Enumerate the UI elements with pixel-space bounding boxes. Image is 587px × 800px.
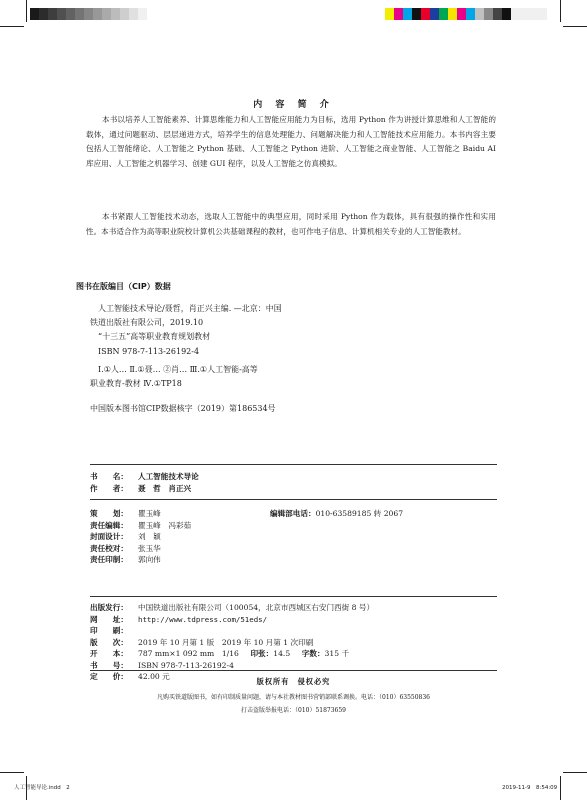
cip-line: 职业教育-教材 Ⅳ.①TP18 xyxy=(90,379,182,389)
author-row xyxy=(90,483,510,495)
isbn-label: 书 号： xyxy=(90,660,128,670)
print-responsible-label: 责任印制： xyxy=(90,555,128,564)
color-swatch xyxy=(538,8,547,20)
editorial-phone-value: 010-63589185 转 2067 xyxy=(315,509,404,518)
word-count-label: 字数： xyxy=(301,649,325,658)
cip-line: “十三五”高等职业教育规划教材 xyxy=(98,332,211,342)
cip-line: 铁道出版社有限公司，2019.10 xyxy=(90,318,204,328)
cover-designer-label: 封面设计： xyxy=(90,532,128,541)
color-swatch xyxy=(412,8,421,20)
divider xyxy=(90,596,497,597)
editor-value: 瞿玉峰 冯彩茹 xyxy=(138,520,192,530)
intro-paragraph-1 xyxy=(86,113,496,171)
cip-classification xyxy=(90,363,440,391)
crop-mark xyxy=(0,26,24,27)
format-value: 787 mm×1 092 mm 1/16 xyxy=(138,649,247,658)
grayscale-swatch xyxy=(84,8,93,20)
planner-label: 策 划： xyxy=(90,509,128,518)
color-swatch xyxy=(457,8,466,20)
sheets-value: 14.5 xyxy=(273,649,298,658)
author-label: 作 者： xyxy=(90,483,128,493)
publication-block xyxy=(90,602,510,683)
price-label: 定 价： xyxy=(90,672,128,681)
editor-row xyxy=(90,520,510,532)
crop-mark xyxy=(0,772,24,773)
cip-heading: 图书在版编目（CIP）数据 xyxy=(76,282,171,291)
grayscale-swatch xyxy=(30,8,39,20)
proofreader-row xyxy=(90,543,510,555)
print-responsible-row xyxy=(90,554,510,566)
crop-mark xyxy=(563,772,587,773)
grayscale-swatch xyxy=(102,8,111,20)
intro-paragraph-2 xyxy=(86,210,496,239)
book-title-label: 书 名： xyxy=(90,472,128,481)
divider xyxy=(90,499,497,500)
publisher-label: 出版发行： xyxy=(90,603,128,612)
editorial-phone-label: 编辑部电话： xyxy=(270,509,316,518)
color-swatch xyxy=(403,8,412,20)
edition-row xyxy=(90,637,510,649)
proofreader-label: 责任校对： xyxy=(90,543,128,553)
color-swatch xyxy=(511,8,520,20)
crop-mark xyxy=(563,26,587,27)
cover-designer-row xyxy=(90,531,510,543)
publisher-value: 中国铁道出版社有限公司（100054，北京市西城区右安门西街 8 号） xyxy=(138,603,375,612)
price-value: 42.00 元 xyxy=(138,672,170,681)
cip-record xyxy=(90,402,440,416)
color-swatch xyxy=(520,8,529,20)
grayscale-swatch xyxy=(111,8,120,20)
crop-mark xyxy=(560,776,561,800)
proofreader-value: 张玉华 xyxy=(138,543,161,553)
color-swatch xyxy=(475,8,484,20)
grayscale-swatch xyxy=(75,8,84,20)
crop-mark xyxy=(26,0,27,22)
word-count-value: 315 千 xyxy=(324,649,350,658)
format-label: 开 本： xyxy=(90,649,128,658)
url-row xyxy=(90,614,510,626)
piracy-hotline: 打击盗版举报电话：（010）51873659 xyxy=(241,707,346,714)
color-swatch xyxy=(484,8,493,20)
grayscale-swatch xyxy=(39,8,48,20)
publisher-row xyxy=(90,602,510,614)
color-swatch xyxy=(448,8,457,20)
grayscale-swatch xyxy=(48,8,57,20)
book-title-row xyxy=(90,471,510,483)
color-bar xyxy=(385,8,547,20)
grayscale-swatch xyxy=(93,8,102,20)
sheets-label: 印张： xyxy=(250,649,274,658)
color-swatch xyxy=(502,8,511,20)
color-swatch xyxy=(439,8,448,20)
rights-notice: 版权所有 侵权必究 xyxy=(256,677,331,686)
print-responsible-value: 郭向伟 xyxy=(138,555,161,564)
color-swatch xyxy=(430,8,439,20)
divider xyxy=(90,464,497,465)
cip-line: Ⅰ.①人… Ⅱ.①聂… ②肖… Ⅲ.①人工智能-高等 xyxy=(98,365,258,374)
planner-value: 瞿玉峰 xyxy=(138,509,161,518)
color-swatch xyxy=(466,8,475,20)
format-row xyxy=(90,648,510,660)
grayscale-swatch xyxy=(57,8,66,20)
cip-line: 人工智能技术导论/聂哲，肖正兴主编. —北京：中国 xyxy=(98,304,282,313)
isbn-value: ISBN 978-7-113-26192-4 xyxy=(138,660,234,670)
printer-row xyxy=(90,625,510,637)
isbn-row xyxy=(90,660,510,672)
color-swatch xyxy=(385,8,394,20)
url-label: 网 址： xyxy=(90,614,128,624)
cip-line: ISBN 978-7-113-26192-4 xyxy=(98,346,200,356)
color-swatch xyxy=(529,8,538,20)
editor-label: 责任编辑： xyxy=(90,520,128,530)
color-swatch xyxy=(394,8,403,20)
slug-filename: 人工智能导论.indd 2 xyxy=(14,785,70,791)
printer-label: 印 刷： xyxy=(90,626,128,635)
grayscale-swatch xyxy=(120,8,129,20)
intro-title: 内 容 简 介 xyxy=(253,100,334,110)
url-value: http://www.tdpress.com/51eds/ xyxy=(138,614,268,624)
cip-block xyxy=(90,302,440,359)
color-swatch xyxy=(421,8,430,20)
grayscale-bar xyxy=(30,8,147,20)
slug-timestamp: 2019-11-9 8:54:09 xyxy=(502,785,558,791)
quality-notice: 凡购买铁道版图书，如有印制质量问题，请与本社教材图书营销部联系调换。电话：（010）63550836 xyxy=(157,694,430,701)
title-author-block xyxy=(90,471,510,494)
intro-text-2: 本书紧跟人工智能技术动态，选取人工智能中的典型应用，同时采用 Python 作为载体，具有很强的操作性和实用性。本书适合作为高等职业院校计算机公共基础课程的教材，也可作电子信息、计算机相关专业的人工智能教材。 xyxy=(86,212,496,236)
book-title-value: 人工智能技术导论 xyxy=(138,472,199,481)
edition-value: 2019 年 10 月第 1 版 2019 年 10 月第 1 次印刷 xyxy=(138,637,314,647)
cip-line: 中国版本图书馆CIP数据核字（2019）第186534号 xyxy=(90,404,276,413)
color-swatch xyxy=(493,8,502,20)
grayscale-swatch xyxy=(138,8,147,20)
grayscale-swatch xyxy=(66,8,75,20)
crop-mark xyxy=(560,0,561,22)
cover-designer-value: 刘 颖 xyxy=(138,532,161,541)
grayscale-swatch xyxy=(129,8,138,20)
author-value: 聂 哲 肖正兴 xyxy=(138,483,192,493)
editorial-phone xyxy=(270,508,403,519)
intro-text-1: 本书以培养人工智能素养、计算思维能力和人工智能应用能力为目标，选用 Python 作为讲授计算思维和人工智能的载体，通过问题驱动、层层递进方式，培养学生的信息处理能力、问题解决能力和人工智能技术应用能力。本书内容主要包括人工智能绪论、人工智能之 Python 基础、人工智能之 Python 进阶、人工智能之商业智能、人工智能之 Baidu AI 库应用、人工智能之机器学习、创建 GUI 程序，以及人工智能之仿真模拟。 xyxy=(86,115,496,168)
edition-label: 版 次： xyxy=(90,637,128,647)
